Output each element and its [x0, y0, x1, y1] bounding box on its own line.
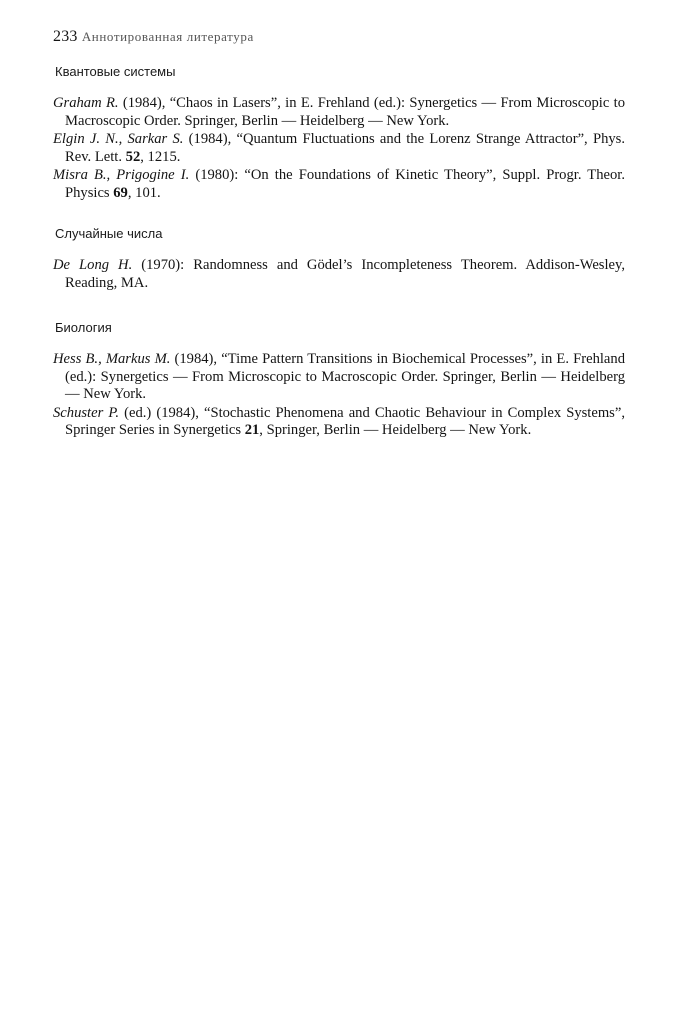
reference-body: (1970): Randomness and Gödel’s Incompleteness Theorem. Addison-Wesley, Reading, MA.: [65, 257, 625, 291]
reference-body: (ed.) (1984), “Stochastic Phenomena and Chaotic Behaviour in Complex Systems”, Springer Series in Synergetics: [65, 404, 625, 438]
reference-volume: 69: [113, 184, 128, 201]
reference-pages: , 1215.: [140, 148, 181, 165]
section-quantum-systems: [53, 64, 625, 203]
section-biology: [53, 320, 625, 441]
reference-item: [53, 131, 625, 166]
section-title: Квантовые системы: [55, 64, 176, 79]
running-head: [53, 28, 254, 46]
reference-pages: , 101.: [127, 184, 161, 201]
reference-authors: Schuster P.: [53, 404, 120, 421]
reference-body: (1984), “Time Pattern Transitions in Biochemical Processes”, in E. Frehland (ed.): Synergetics — From Microscopic to Macroscopic Order. Springer, Berlin — Heidelberg — New York.: [65, 351, 625, 402]
running-title: Аннотированная литература: [81, 29, 254, 44]
reference-volume: 21: [244, 422, 260, 438]
reference-body: (1984), “Chaos in Lasers”, in E. Frehland (ed.): Synergetics — From Microscopic to Macroscopic Order. Springer, Berlin — Heidelberg — New York.: [65, 95, 625, 129]
section-random-numbers: [53, 226, 625, 293]
reference-item: [53, 257, 625, 292]
reference-pages: , Springer, Berlin — Heidelberg — New York.: [259, 422, 532, 438]
reference-body: (1984), “Quantum Fluctuations and the Lorenz Strange Attractor”, Phys. Rev. Lett.: [65, 131, 625, 165]
reference-authors: Graham R.: [53, 95, 119, 111]
reference-authors: Hess B., Markus M.: [53, 351, 171, 367]
section-title: Биология: [55, 320, 112, 335]
reference-authors: De Long H.: [53, 257, 133, 273]
reference-item: [53, 405, 625, 440]
reference-authors: Misra B., Prigogine I.: [53, 167, 190, 183]
reference-item: [53, 95, 625, 130]
reference-item: [53, 351, 625, 404]
reference-authors: Elgin J. N., Sarkar S.: [53, 131, 184, 147]
section-title: Случайные числа: [55, 226, 163, 241]
page-number: 233: [53, 28, 78, 45]
reference-item: [53, 167, 625, 202]
reference-volume: 52: [125, 148, 141, 165]
reference-body: (1980): “On the Foundations of Kinetic Theory”, Suppl. Progr. Theor. Physics: [65, 167, 625, 201]
